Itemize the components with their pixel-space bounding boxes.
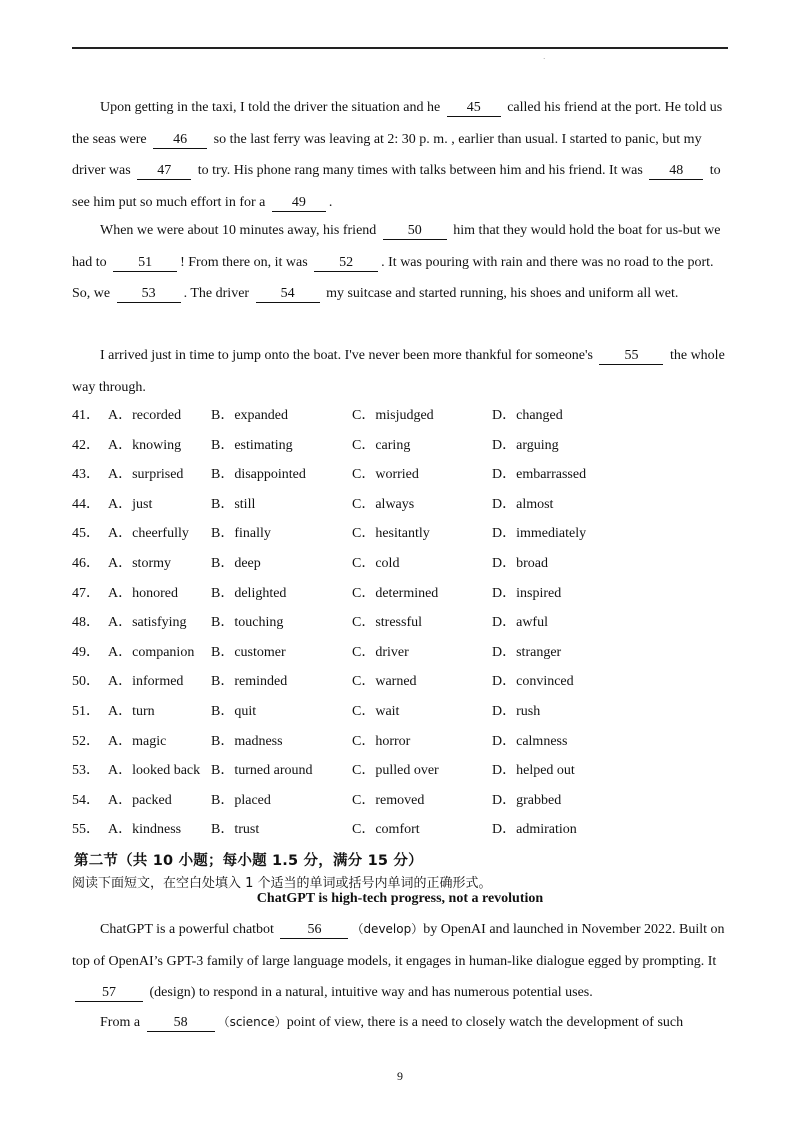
option-c: C．driver xyxy=(352,644,409,660)
option-d: D．convinced xyxy=(492,674,574,690)
option-d: D．inspired xyxy=(492,585,562,601)
hint-word: （develop） xyxy=(351,922,424,936)
option-d: D．almost xyxy=(492,496,554,512)
cloze-paragraph-2 xyxy=(72,215,728,310)
option-a: A．packed xyxy=(108,792,172,808)
option-row xyxy=(72,401,728,431)
option-b: B．touching xyxy=(211,615,284,631)
option-c: C．determined xyxy=(352,585,439,601)
option-a: A．knowing xyxy=(108,437,182,453)
question-number: 55． xyxy=(72,822,100,838)
option-a: A．stormy xyxy=(108,555,171,571)
option-d: D．immediately xyxy=(492,526,587,542)
option-b: B．placed xyxy=(211,792,271,808)
blank-52: 52 xyxy=(314,255,378,272)
option-c: C．comfort xyxy=(352,822,420,838)
blank-55: 55 xyxy=(599,348,663,365)
option-a: A．looked back xyxy=(108,763,201,779)
option-a: A．cheerfully xyxy=(108,526,189,542)
option-d: D．rush xyxy=(492,703,541,719)
option-c: C．cold xyxy=(352,555,400,571)
text-segment: When we were about 10 minutes away, his friend xyxy=(100,223,377,238)
blank-53: 53 xyxy=(117,286,181,303)
option-d: D．calmness xyxy=(492,733,568,749)
option-c: C．removed xyxy=(352,792,425,808)
text-segment: . It was pouring with rain and there was no road to the port. So, we xyxy=(72,254,714,301)
option-b: B．disappointed xyxy=(211,467,306,483)
option-row xyxy=(72,786,728,816)
option-d: D．admiration xyxy=(492,822,577,838)
question-number: 50． xyxy=(72,674,100,690)
option-row xyxy=(72,460,728,490)
option-b: B．deep xyxy=(211,555,261,571)
text-segment: to try. His phone rang many times with talks between him and his friend. It was xyxy=(197,163,643,178)
blank-51: 51 xyxy=(113,255,177,272)
text-segment: ChatGPT is a powerful chatbot xyxy=(100,922,274,937)
header-mark: · xyxy=(543,55,546,63)
blank-48: 48 xyxy=(649,163,703,180)
option-b: B．trust xyxy=(211,822,260,838)
hint-word: （science） xyxy=(217,1015,287,1029)
question-number: 42． xyxy=(72,437,100,453)
option-row xyxy=(72,638,728,668)
option-row xyxy=(72,727,728,757)
option-c: C．pulled over xyxy=(352,763,439,779)
option-b: B．still xyxy=(211,496,256,512)
option-b: B．expanded xyxy=(211,408,288,423)
option-row xyxy=(72,519,728,549)
option-b: B．quit xyxy=(211,703,257,719)
blank-58: 58 xyxy=(147,1015,215,1032)
option-a: A．honored xyxy=(108,585,178,601)
blank-47: 47 xyxy=(137,163,191,180)
option-a: A．surprised xyxy=(108,467,184,483)
option-d: D．embarrassed xyxy=(492,467,587,483)
option-c: C．warned xyxy=(352,674,417,690)
option-a: A．magic xyxy=(108,733,167,749)
page-number: 9 xyxy=(397,1069,403,1083)
section-heading: 第二节（共 10 小题；每小题 1.5 分，满分 15 分） xyxy=(74,853,423,869)
option-row xyxy=(72,815,728,845)
option-d: D．grabbed xyxy=(492,792,562,808)
text-segment: I arrived just in time to jump onto the boat. I've never been more thankful for someone's xyxy=(100,348,593,363)
option-row xyxy=(72,608,728,638)
question-number: 46． xyxy=(72,555,100,571)
option-d: D．stranger xyxy=(492,644,562,660)
option-b: B．turned around xyxy=(211,763,313,779)
text-segment: called his friend at the port. He told us the seas were xyxy=(72,100,723,147)
question-number: 53． xyxy=(72,763,100,779)
option-c: C．wait xyxy=(352,703,400,719)
option-c: C．misjudged xyxy=(352,408,434,423)
option-c: C．horror xyxy=(352,733,411,749)
text-segment: so the last ferry was leaving at 2: 30 p. m. , earlier than usual. I started to panic, but my driver was xyxy=(72,131,702,178)
text-segment: ! From there on, it was xyxy=(180,254,308,270)
option-d: D．awful xyxy=(492,615,548,631)
option-d: D．changed xyxy=(492,408,563,423)
text-segment: (design) to respond in a natural, intuitive way and has numerous potential uses. xyxy=(149,985,593,1000)
question-number: 49． xyxy=(72,644,100,660)
option-a: A．informed xyxy=(108,674,184,690)
text-segment: him that they would hold the boat for us-but we had to xyxy=(72,223,721,270)
question-number: 54． xyxy=(72,792,100,808)
blank-54: 54 xyxy=(256,286,320,303)
blank-57: 57 xyxy=(75,985,143,1002)
question-number: 48． xyxy=(72,615,100,631)
question-number: 45． xyxy=(72,526,100,542)
grammar-paragraph-2 xyxy=(72,1007,728,1039)
question-number: 51． xyxy=(72,703,100,719)
option-a: A．kindness xyxy=(108,822,182,838)
option-d: D．broad xyxy=(492,555,548,571)
option-a: A．companion xyxy=(108,644,195,660)
option-row xyxy=(72,697,728,727)
question-number: 52． xyxy=(72,733,100,749)
option-b: B．madness xyxy=(211,733,283,749)
blank-50: 50 xyxy=(383,223,447,240)
answer-options xyxy=(72,401,728,845)
text-segment: my suitcase and started running, his shoes and uniform all wet. xyxy=(326,286,679,301)
text-segment: Upon getting in the taxi, I told the driver the situation and he xyxy=(100,100,441,115)
question-number: 43． xyxy=(72,467,100,483)
text-segment: . xyxy=(328,194,333,210)
blank-49: 49 xyxy=(272,195,326,212)
option-b: B．estimating xyxy=(211,437,293,453)
text-segment: . The driver xyxy=(183,286,250,301)
blank-45: 45 xyxy=(447,100,501,117)
cloze-paragraph-1 xyxy=(72,92,728,218)
question-number: 47． xyxy=(72,585,100,601)
text-segment: From a xyxy=(100,1015,141,1030)
option-a: A．turn xyxy=(108,703,155,719)
text-segment: to see him put so much effort in for a xyxy=(72,163,721,210)
text-segment: the whole way through. xyxy=(72,348,725,395)
text-segment: by OpenAI and launched in November 2022. Built on top of OpenAI’s GPT-3 family of large language models, it engages in human-like dialogue egged by prompting. It xyxy=(72,922,725,969)
option-a: A．recorded xyxy=(108,408,182,423)
option-b: B．finally xyxy=(211,526,271,542)
option-c: C．caring xyxy=(352,437,411,453)
option-c: C．always xyxy=(352,496,415,512)
option-d: D．arguing xyxy=(492,437,559,453)
option-b: B．delighted xyxy=(211,585,287,601)
option-a: A．just xyxy=(108,496,153,512)
option-row xyxy=(72,667,728,697)
text-segment: point of view, there is a need to closely watch the development of such xyxy=(286,1015,684,1030)
question-number: 41． xyxy=(72,408,100,423)
blank-46: 46 xyxy=(153,132,207,149)
option-a: A．satisfying xyxy=(108,615,187,631)
option-c: C．stressful xyxy=(352,615,422,631)
question-number: 44． xyxy=(72,496,100,512)
option-b: B．customer xyxy=(211,644,286,660)
option-row xyxy=(72,549,728,579)
option-b: B．reminded xyxy=(211,674,288,690)
option-row xyxy=(72,490,728,520)
grammar-paragraph-1 xyxy=(72,914,728,1009)
cloze-paragraph-3 xyxy=(72,340,728,403)
blank-56: 56 xyxy=(280,922,348,939)
option-d: D．helped out xyxy=(492,763,575,779)
option-row xyxy=(72,756,728,786)
passage-title: ChatGPT is high-tech progress, not a revolution xyxy=(256,891,544,906)
section-instruction: 阅读下面短文，在空白处填入 1 个适当的单词或括号内单词的正确形式。 xyxy=(72,876,492,891)
option-row xyxy=(72,579,728,609)
option-c: C．worried xyxy=(352,467,419,483)
header-rule xyxy=(72,47,728,49)
option-row xyxy=(72,431,728,461)
option-c: C．hesitantly xyxy=(352,526,430,542)
